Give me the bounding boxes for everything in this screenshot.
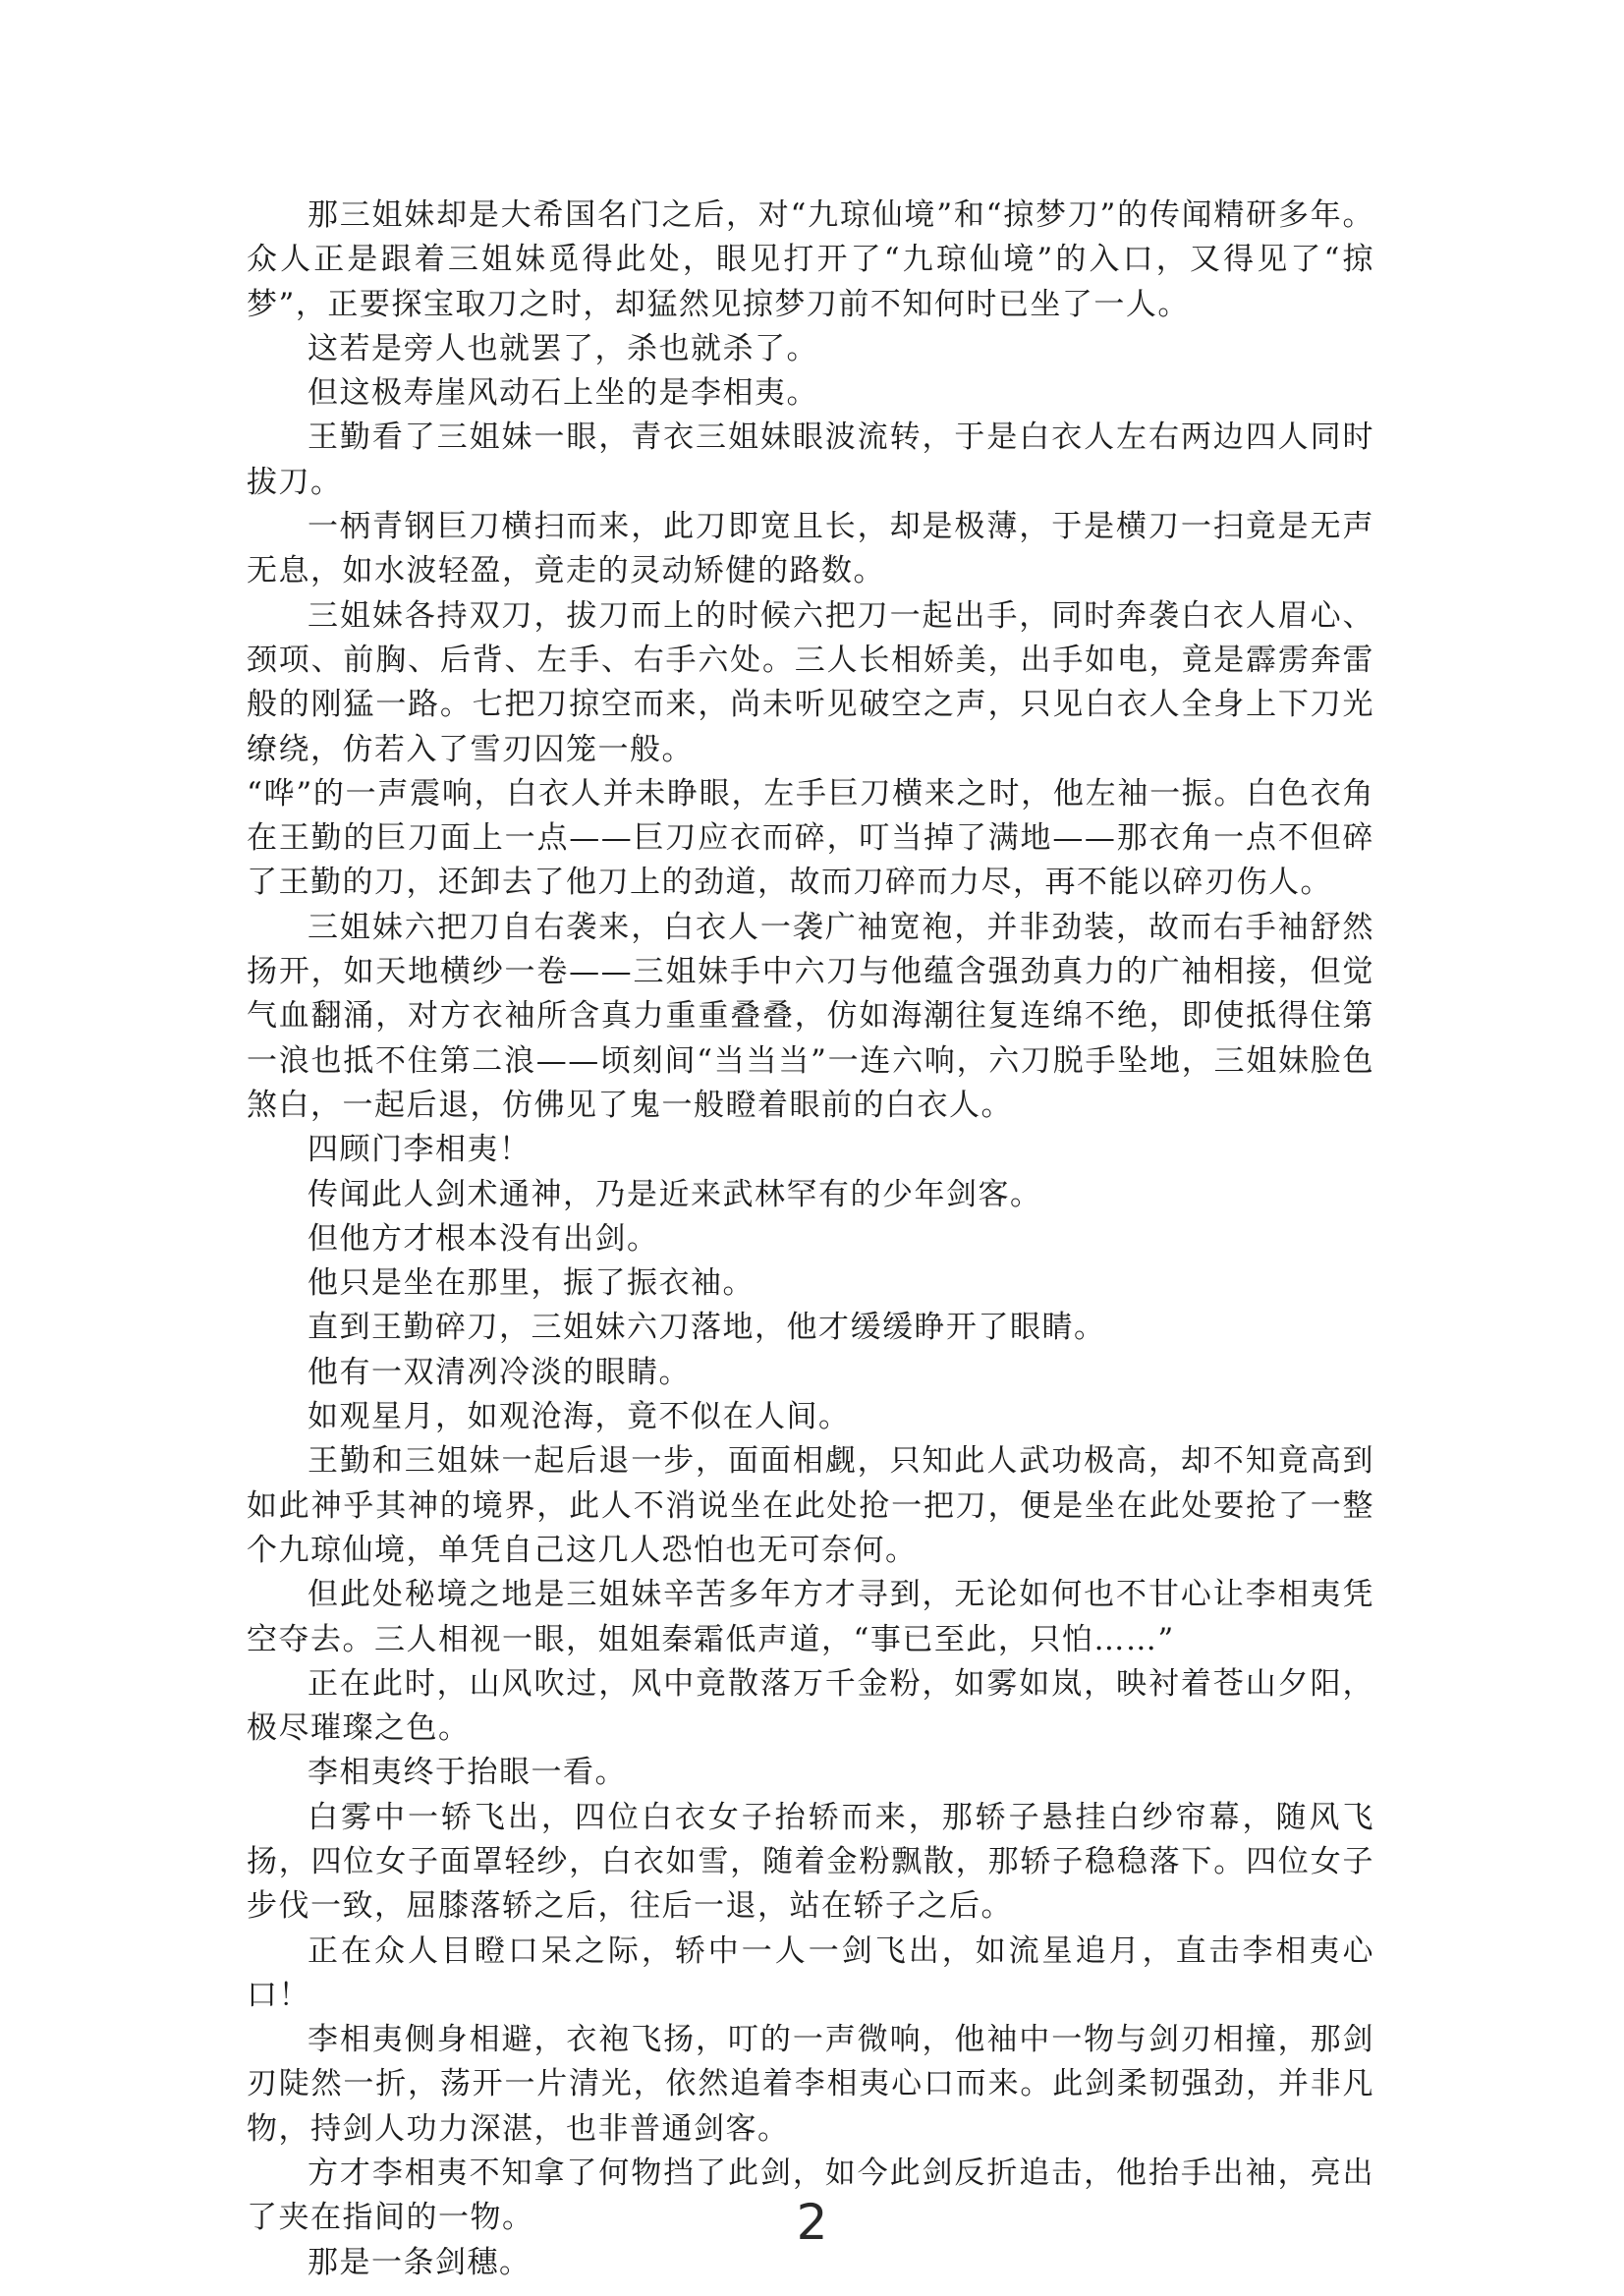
paragraph: 那是一条剑穗。 bbox=[308, 2244, 532, 2280]
paragraph: 但此处秘境之地是三姐妹辛苦多年方才寻到，无论如何也不甘心让李相夷凭空夺去。三人相视一眼，姐姐秦霜低声道，“事已至此，只怕……” bbox=[247, 1577, 1374, 1657]
paragraph: 但他方才根本没有出剑。 bbox=[308, 1220, 659, 1257]
paragraph: 传闻此人剑术通神，乃是近来武林罕有的少年剑客。 bbox=[308, 1176, 1042, 1212]
paragraph: 李相夷终于抬眼一看。 bbox=[308, 1755, 627, 1791]
paragraph: 白雾中一轿飞出，四位白衣女子抬轿而来，那轿子悬挂白纱帘幕，随风飞扬，四位女子面罩轻纱，白衣如雪，随着金粉飘散，那轿子稳稳落下。四位女子步伐一致，屈膝落轿之后，往后一退，站在轿子之后。 bbox=[247, 1799, 1374, 1925]
paragraph: 如观星月，如观沧海，竟不似在人间。 bbox=[308, 1399, 851, 1435]
paragraph: 他只是坐在那里，振了振衣袖。 bbox=[308, 1265, 755, 1302]
paragraph: 那三姐妹却是大希国名门之后，对“九琼仙境”和“掠梦刀”的传闻精研多年。众人正是跟着三姐妹觅得此处，眼见打开了“九琼仙境”的入口，又得见了“掠梦”，正要探宝取刀之时，却猛然见掠梦刀前不知何时已坐了一人。 bbox=[247, 197, 1374, 322]
paragraph: 王勤看了三姐妹一眼，青衣三姐妹眼波流转，于是白衣人左右两边四人同时拔刀。 bbox=[247, 420, 1374, 500]
paragraph: 方才李相夷不知拿了何物挡了此剑，如今此剑反折追击，他抬手出袖，亮出了夹在指间的一物。 bbox=[247, 2156, 1374, 2236]
paragraph: 正在众人目瞪口呆之际，轿中一人一剑飞出，如流星追月，直击李相夷心口！ bbox=[247, 1932, 1374, 2013]
paragraph: 正在此时，山风吹过，风中竟散落万千金粉，如雾如岚，映衬着苍山夕阳，极尽璀璨之色。 bbox=[247, 1665, 1374, 1747]
paragraph: 一柄青钢巨刀横扫而来，此刀即宽且长，却是极薄，于是横刀一扫竟是无声无息，如水波轻盈，竟走的灵动矫健的路数。 bbox=[247, 509, 1374, 589]
page-number: 2 bbox=[796, 2194, 828, 2251]
paragraph: 王勤和三姐妹一起后退一步，面面相觑，只知此人武功极高，却不知竟高到如此神乎其神的境界，此人不消说坐在此处抢一把刀，便是坐在此处要抢了一整个九琼仙境，单凭自己这几人恐怕也无可奈何。 bbox=[247, 1443, 1374, 1568]
body-text bbox=[247, 194, 1374, 2285]
paragraph: 三姐妹各持双刀，拔刀而上的时候六把刀一起出手，同时奔袭白衣人眉心、颈项、前胸、后背、左手、右手六处。三人长相娇美，出手如电，竟是霹雳奔雷般的刚猛一路。七把刀掠空而来，尚未听见破空之声，只见白衣人全身上下刀光缭绕，仿若入了雪刃囚笼一般。 bbox=[247, 597, 1374, 767]
paragraph: 四顾门李相夷！ bbox=[308, 1132, 532, 1168]
paragraph: 李相夷侧身相避，衣袍飞扬，叮的一声微响，他袖中一物与剑刃相撞，那剑刃陡然一折，荡开一片清光，依然追着李相夷心口而来。此剑柔韧强劲，并非凡物，持剑人功力深湛，也非普通剑客。 bbox=[247, 2022, 1374, 2147]
paragraph: 这若是旁人也就罢了，杀也就杀了。 bbox=[308, 330, 818, 366]
paragraph: 直到王勤碎刀，三姐妹六刀落地，他才缓缓睁开了眼睛。 bbox=[308, 1310, 1106, 1346]
paragraph: 他有一双清冽冷淡的眼睛。 bbox=[308, 1354, 691, 1390]
paragraph: 但这极寿崖风动石上坐的是李相夷。 bbox=[308, 375, 818, 412]
paragraph: 三姐妹六把刀自右袭来，白衣人一袭广袖宽袍，并非劲装，故而右手袖舒然扬开，如天地横纱一卷——三姐妹手中六刀与他蕴含强劲真力的广袖相接，但觉气血翻涌，对方衣袖所含真力重重叠叠，仿如海潮往复连绵不绝，即使抵得住第一浪也抵不住第二浪——顷刻间“当当当”一连六响，六刀脱手坠地，三姐妹脸色煞白，一起后退，仿佛见了鬼一般瞪着眼前的白衣人。 bbox=[247, 909, 1374, 1123]
paragraph: “哗”的一声震响，白衣人并未睁眼，左手巨刀横来之时，他左袖一振。白色衣角在王勤的巨刀面上一点——巨刀应衣而碎，叮当掉了满地——那衣角一点不但碎了王勤的刀，还卸去了他刀上的劲道，故而刀碎而力尽，再不能以碎刃伤人。 bbox=[247, 775, 1374, 901]
